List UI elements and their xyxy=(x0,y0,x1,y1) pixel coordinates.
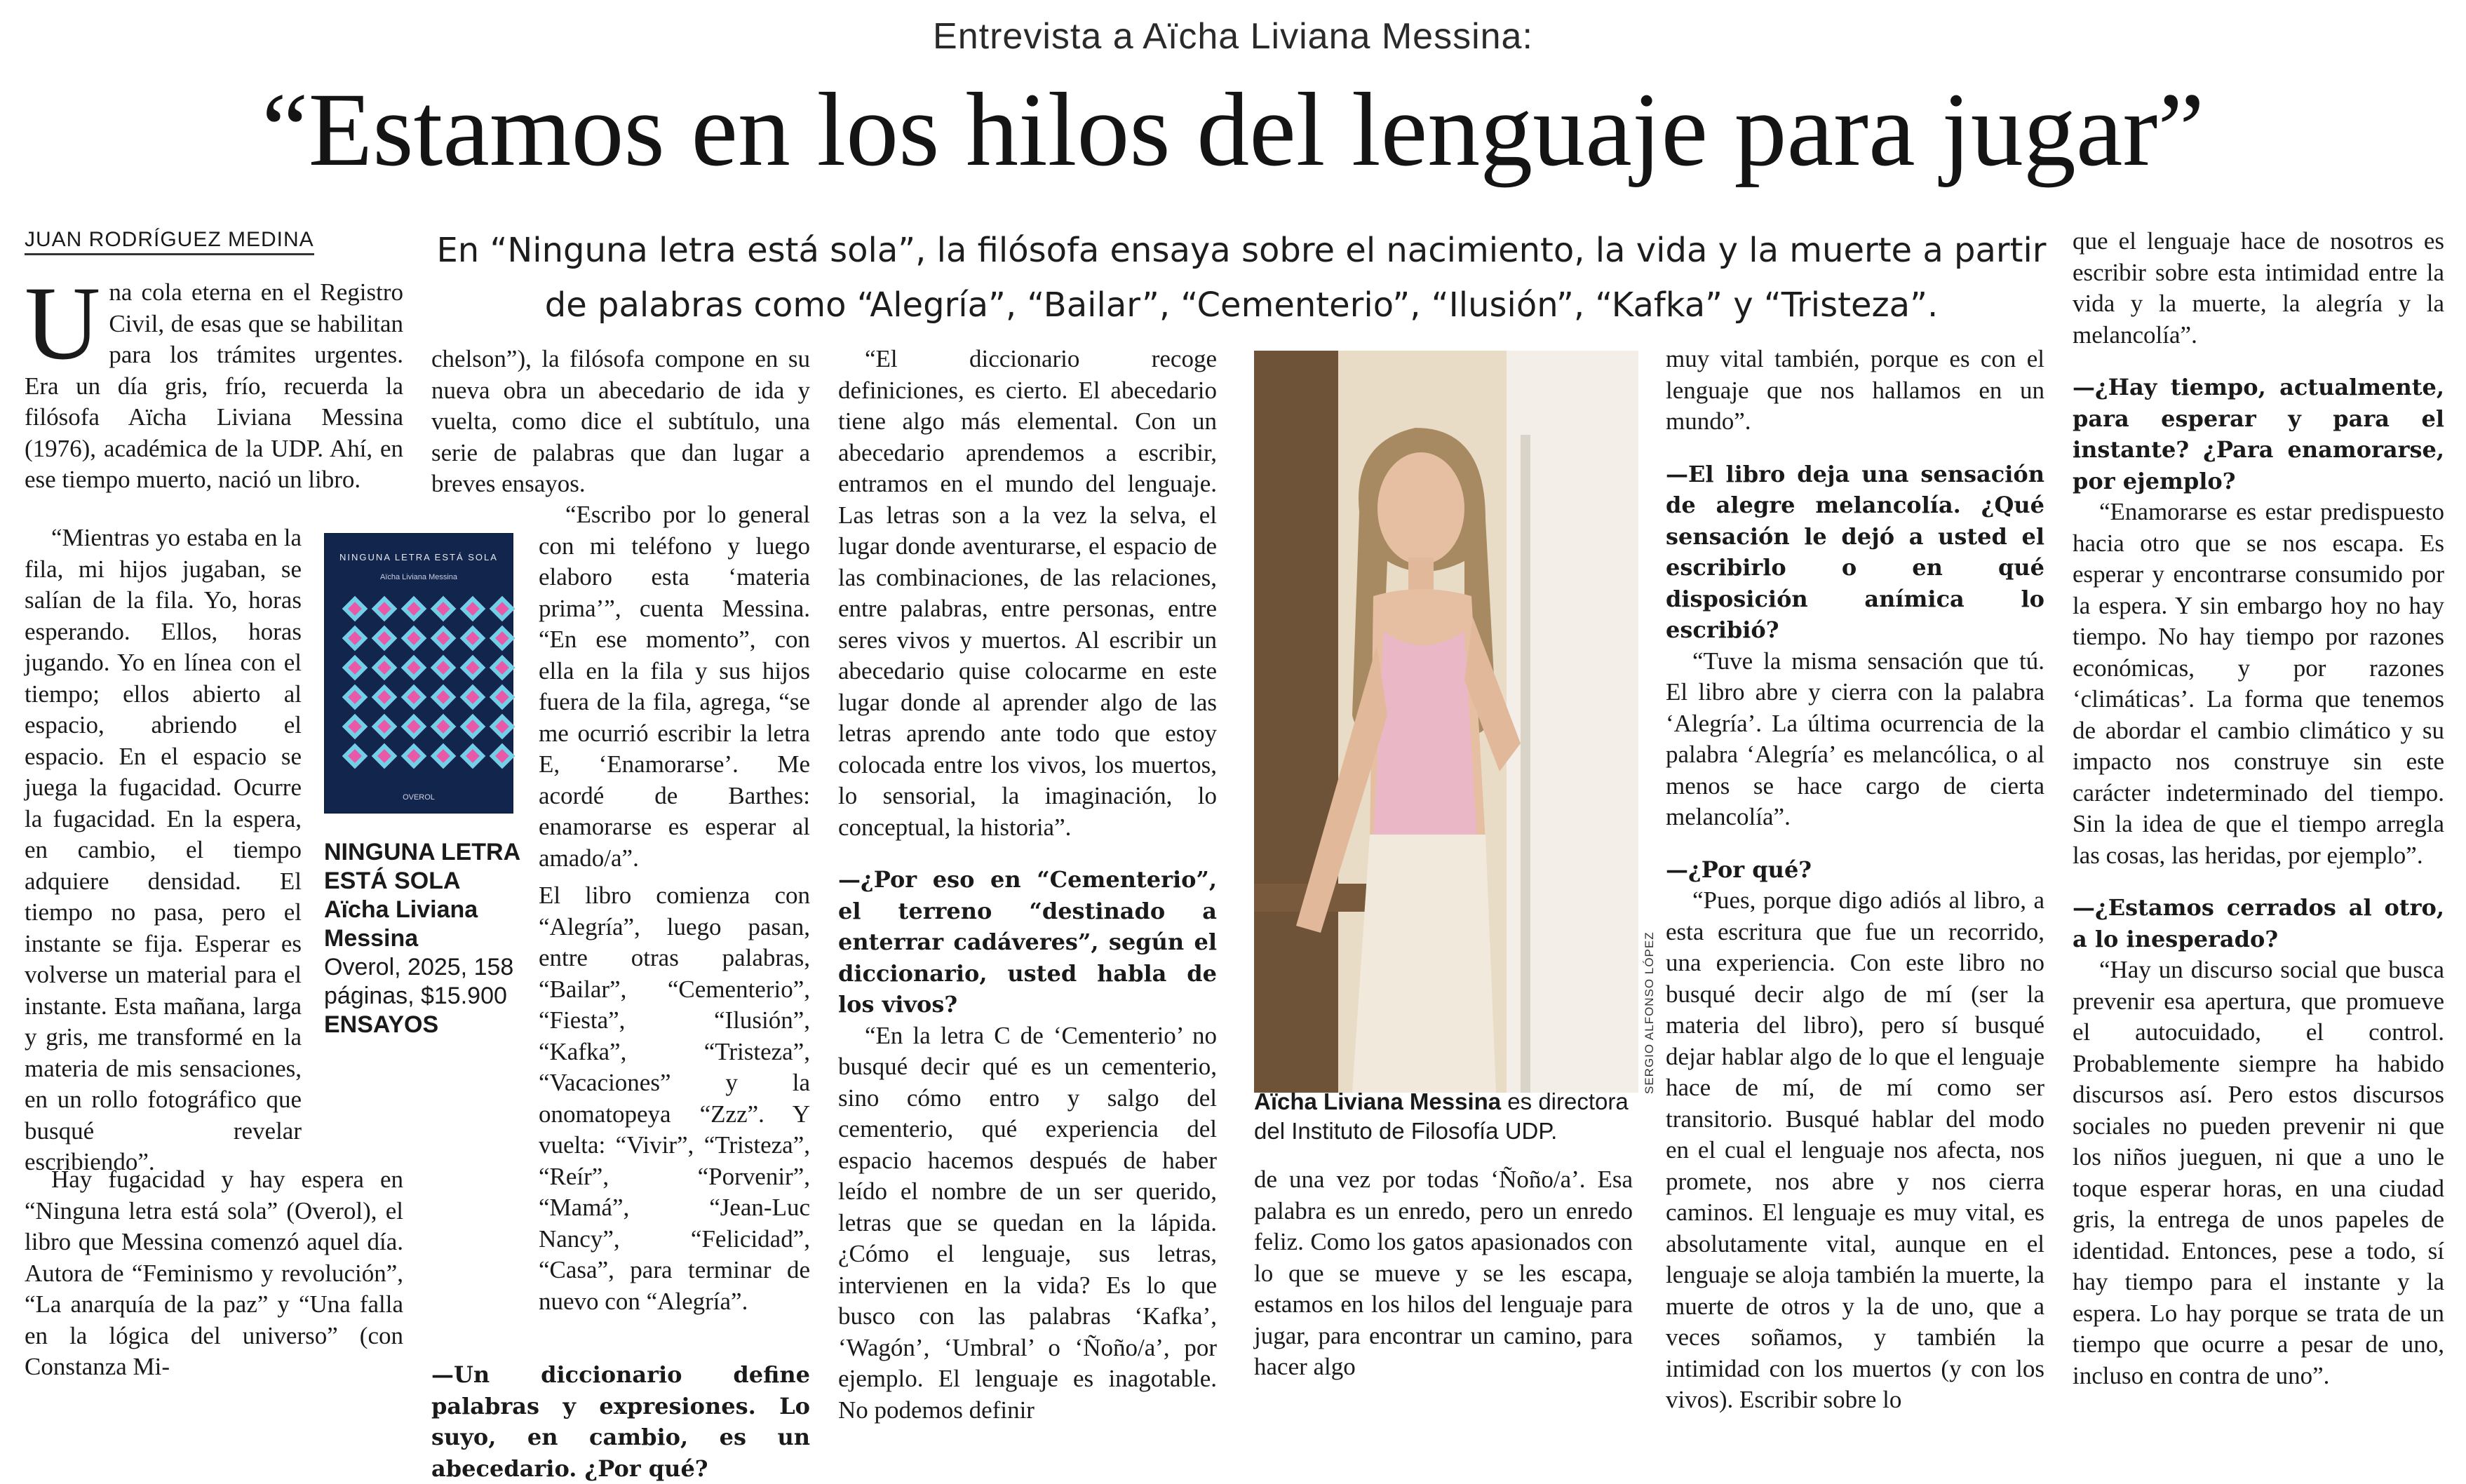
paragraph: chelson”), la filósofa compone en su nueva obra un abecedario de ida y vuelta, como dice el subtítulo, una serie de palabras que dan lugar a breves ensayos. xyxy=(431,345,810,497)
question: —¿Por qué? xyxy=(1666,856,1812,883)
paragraph: El libro comienza con “Alegría”, luego pasan, entre otras palabras, “Bailar”, “Cementerio”, “Fiesta”, “Ilusión”, “Kafka”, “Tristeza”, “Vacaciones” y la onomatopeya “Zzz”. Y vuelta: “Vivir”, “Tristeza”, “Reír”, “Porvenir”, “Mamá”, “Jean-Luc Nancy”, “Felicidad”, “Casa”, para terminar de nuevo con “Alegría”. xyxy=(539,882,810,1315)
paragraph: que el lenguaje hace de nosotros es escribir sobre esta intimidad entre la vida y la muerte, la alegría y la melancolía”. xyxy=(2073,227,2444,349)
book-genre: ENSAYOS xyxy=(324,1011,439,1038)
book-author: Aïcha Liviana Messina xyxy=(324,896,478,952)
column-2-top xyxy=(431,344,810,500)
book-cover-author: Aïcha Liviana Messina xyxy=(379,573,458,581)
column-1-narrow xyxy=(25,522,302,1178)
photo-caption xyxy=(1254,1087,1647,1146)
byline: JUAN RODRÍGUEZ MEDINA xyxy=(25,228,314,255)
book-cover-pattern xyxy=(343,597,494,758)
kicker: Entrevista a Aïcha Liviana Messina: xyxy=(933,16,1533,57)
column-3 xyxy=(838,344,1217,1426)
paragraph: “Escribo por lo general con mi teléfono y luego elaboro esta ‘materia prima’”, cuenta Messina. “En ese momento”, con ella en la fila y sus hijos fuera de la fila, agrega, “se me ocurrió escribir la letra E, ‘Enamorarse’. Me acordé de Barthes: enamorarse es esperar al amado/a”. xyxy=(539,501,810,872)
column-2-bottom xyxy=(431,880,810,1484)
book-cover-title: NINGUNA LETRA ESTÁ SOLA xyxy=(339,552,498,562)
paragraph: “Pues, porque digo adiós al libro, a esta escritura que fue un recorrido, una experiencia. Con este libro no busqué decir algo de mí (ser la materia del libro), pero sí busqué dejar hablar algo de lo que el lenguaje hace de mí, de mí como ser transitorio. Busqué hablar del modo en el cual el lenguaje nos afecta, nos promete, nos abre y nos cierra caminos. El lenguaje es muy vital, es absolutamente vital, aunque en el lenguaje se aloja también la muerte, la muerte de otros y la de uno, que a veces soñamos, y también la intimidad con los muertos (y con los vivos). Escribir sobre lo xyxy=(1666,886,2044,1413)
book-cover xyxy=(324,533,513,814)
deck: En “Ninguna letra está sola”, la filósofa ensaya sobre el nacimiento, la vida y la muerte a partir de palabras como “Alegría”, “Bailar”, “Cementerio”, “Ilusión”, “Kafka” y “Tristeza”. xyxy=(436,231,2047,325)
paragraph: “Enamorarse es estar predispuesto hacia otro que se nos escapa. Es esperar y encontrarse consumido por la espera. Y sin embargo hoy no hay tiempo. No hay tiempo por razones económicas, y por razones ‘climáticas’. La forma que tenemos de abordar el cambio climático y su impacto nos construye sin este carácter indeterminado del tiempo. Sin la idea de que el tiempo arregla las cosas, las heridas, por ejemplo”. xyxy=(2073,498,2444,869)
paragraph: Hay fugacidad y hay espera en “Ninguna letra está sola” (Overol), el libro que Messina comenzó aquel día. Autora de “Feminismo y revolución”, “La anarquía de la paz” y “Una falla en la lógica del universo” (con Constanza Mi- xyxy=(25,1166,403,1380)
question: —El libro deja una sensación de alegre melancolía. ¿Qué sensación le dejó a usted el escribirlo o en qué disposición anímica lo escribió? xyxy=(1666,460,2044,643)
column-1-bottom xyxy=(25,1164,403,1383)
drop-cap: U xyxy=(25,265,101,382)
paragraph: “Hay un discurso social que busca prevenir esa apertura, que promueve el autocuidado, el control. Probablemente siempre ha habido discursos así. Pero estos discursos sociales no pueden prevenir ni que los niños jueguen, ni que a uno le toque esperar horas, en una ciudad gris, la entrega de unos papeles de identidad. Entonces, pese a todo, sí hay tiempo para el instante y la espera. Lo hay porque se trata de un tiempo que ocurre a pesar de uno, incluso en contra de uno”. xyxy=(2073,956,2444,1389)
photo-credit: SERGIO ALFONSO LÓPEZ xyxy=(1643,931,1656,1094)
paragraph: “Mientras yo estaba en la fila, mi hijos jugaban, se salían de la fila. Yo, horas esperando. Ellos, horas jugando. Yo en línea con el tiempo; ellos abierto al espacio, abriendo el espacio. En el espacio se juega la fugacidad. Ocurre la fugacidad. En la espera, en cambio, el tiempo adquiere densidad. El tiempo no pasa, pero el instante se fija. Esperar es volverse un material para el instante. Esta mañana, larga y gris, me transformé en la materia de mis sensaciones, en un rollo fotográfico que busqué revelar escribiendo”. xyxy=(25,524,302,1175)
paragraph: muy vital también, porque es con el lenguaje que nos hallamos en un mundo”. xyxy=(1666,345,2044,435)
column-4 xyxy=(1254,1164,1633,1383)
book-details: Overol, 2025, 158 páginas, $15.900 xyxy=(324,954,514,1009)
question: —¿Por eso en “Cementerio”, el terreno “destinado a enterrar cadáveres”, según el diccionario, usted habla de los vivos? xyxy=(838,866,1217,1018)
question: —¿Estamos cerrados al otro, a lo inesperado? xyxy=(2073,894,2444,952)
column-5 xyxy=(1666,344,2044,1416)
portrait-photo xyxy=(1254,351,1638,1093)
question: —¿Hay tiempo, actualmente, para esperar y para el instante? ¿Para enamorarse, por ejemplo? xyxy=(2073,374,2444,494)
portrait-illustration xyxy=(1254,351,1638,1093)
paragraph: na cola eterna en el Registro Civil, de esas que se habilitan para los trámites urgentes. Era un día gris, frío, recuerda la filósofa Aïcha Liviana Messina (1976), académica de la UDP. Ahí, en ese tiempo muerto, nació un libro. xyxy=(25,278,403,493)
question: —Un diccionario define palabras y expresiones. Lo suyo, en cambio, es un abecedario. ¿Por qué? xyxy=(431,1361,810,1482)
caption-text: es directora del Instituto de Filosofía UDP. xyxy=(1254,1088,1629,1144)
book-cover-publisher: OVEROL xyxy=(403,793,435,802)
paragraph: “El diccionario recoge definiciones, es cierto. El abecedario tiene algo más elemental. Con un abecedario aprendemos a escribir, entramos en el mundo del lenguaje. Las letras son a la vez la selva, el lugar donde aventurarse, el espacio de las combinaciones, de las relaciones, entre palabras, entre personas, entre seres vivos y muertos. Al escribir un abecedario quise colocarme en este lugar donde al aprender algo de las letras aprendo ante todo que estoy colocada entre los vivos, los muertos, lo sensorial, la imaginación, lo conceptual, la historia”. xyxy=(838,345,1217,841)
paragraph: “En la letra C de ‘Cementerio’ no busqué decir qué es un cementerio, sino cómo entro y salgo del cementerio, qué experiencia del espacio hacemos después de haber leído el nombre de un ser querido, letras que se quedan en la lápida. ¿Cómo el lenguaje, sus letras, intervienen en la vida? Es lo que busco con las palabras ‘Kafka’, ‘Wagón’, ‘Umbral’ o ‘Ñoño/a’, por ejemplo. El lenguaje es inagotable. No podemos definir xyxy=(838,1021,1217,1424)
column-6 xyxy=(2073,226,2444,1391)
column-2-narrow xyxy=(539,499,810,874)
column-1 xyxy=(25,265,403,496)
headline: “Estamos en los hilos del lenguaje para jugar” xyxy=(262,72,2204,188)
book-title: NINGUNA LETRA ESTÁ SOLA xyxy=(324,839,520,894)
caption-name: Aïcha Liviana Messina xyxy=(1254,1088,1502,1114)
paragraph: de una vez por todas ‘Ñoño/a’. Esa palabra es un enredo, pero un enredo feliz. Como los gatos apasionados con lo que se mueve y se les escapa, estamos en los hilos del lenguaje para jugar, para encontrar un camino, para hacer algo xyxy=(1254,1166,1633,1380)
paragraph: “Tuve la misma sensación que tú. El libro abre y cierra con la palabra ‘Alegría’. La última ocurrencia de la palabra ‘Alegría’ es melancólica, o al menos se hace cargo de cierta melancolía”. xyxy=(1666,647,2044,830)
